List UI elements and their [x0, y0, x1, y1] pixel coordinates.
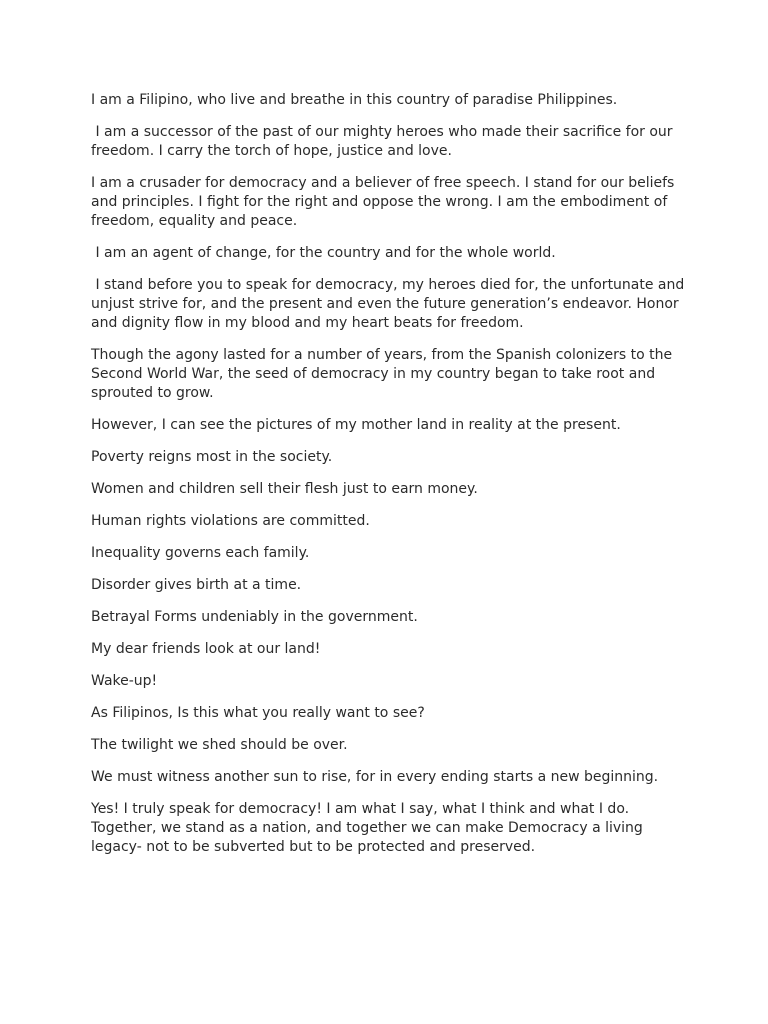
paragraph-12: Disorder gives birth at a time. — [91, 577, 302, 593]
paragraph-11: Inequality governs each family. — [91, 545, 310, 561]
paragraph-19: Yes! I truly speak for democracy! I am what I say, what I think and what I do. Together, we stand as a nation, and together we can make Democracy a living legacy- not to be subverted but to be protected and preserved. — [91, 801, 648, 855]
paragraph-5: I stand before you to speak for democracy, my heroes died for, the unfortunate and unjust strive for, and the present and even the future generation’s endeavor. Honor and dignity flow in my blood and my heart beats for freedom. — [91, 277, 689, 331]
paragraph-1: I am a Filipino, who live and breathe in this country of paradise Philippines. — [91, 92, 618, 108]
paragraph-8: Poverty reigns most in the society. — [91, 449, 333, 465]
paragraph-16: As Filipinos, Is this what you really want to see? — [91, 705, 425, 721]
document-body — [91, 91, 691, 870]
paragraph-2: I am a successor of the past of our mighty heroes who made their sacrifice for our freedom. I carry the torch of hope, justice and love. — [91, 124, 678, 159]
paragraph-14: My dear friends look at our land! — [91, 641, 321, 657]
paragraph-13: Betrayal Forms undeniably in the government. — [91, 609, 418, 625]
paragraph-6: Though the agony lasted for a number of years, from the Spanish colonizers to the Second World War, the seed of democracy in my country began to take root and sprouted to grow. — [91, 347, 677, 401]
paragraph-9: Women and children sell their flesh just to earn money. — [91, 481, 478, 497]
paragraph-4: I am an agent of change, for the country and for the whole world. — [91, 245, 556, 261]
paragraph-17: The twilight we shed should be over. — [91, 737, 348, 753]
paragraph-7: However, I can see the pictures of my mother land in reality at the present. — [91, 417, 621, 433]
paragraph-15: Wake-up! — [91, 673, 158, 689]
paragraph-18: We must witness another sun to rise, for in every ending starts a new beginning. — [91, 769, 659, 785]
paragraph-3: I am a crusader for democracy and a believer of free speech. I stand for our beliefs and principles. I fight for the right and oppose the wrong. I am the embodiment of freedom, equality and peace. — [91, 175, 679, 229]
paragraph-10: Human rights violations are committed. — [91, 513, 370, 529]
